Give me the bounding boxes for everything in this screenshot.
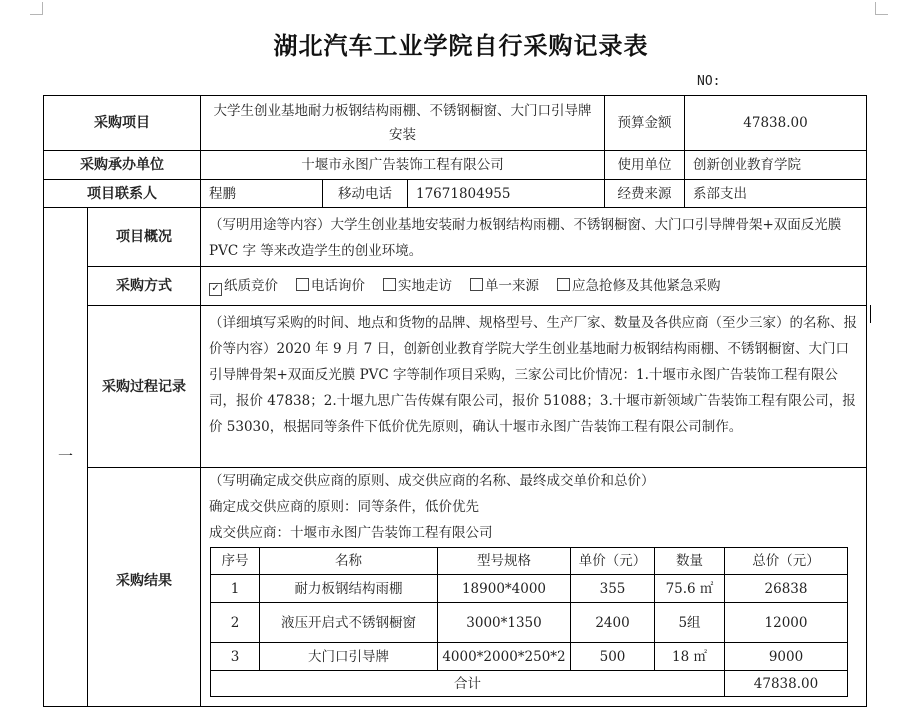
method-option-paper-bidding[interactable]: ✓ 纸质竞价 (209, 273, 278, 299)
budget-label: 预算金额 (617, 115, 672, 131)
table-header-quantity: 数量 (654, 547, 725, 575)
checkbox-icon[interactable] (296, 278, 309, 291)
table-row-1-unit-price: 355 (570, 574, 655, 603)
table-row-1-total: 26838 (724, 574, 848, 603)
table-row-3-name: 大门口引导牌 (259, 642, 438, 671)
overview-label-cell (87, 207, 201, 267)
contact-label-cell (43, 179, 201, 208)
text-cursor (870, 305, 871, 323)
table-row-3-quantity: 18 ㎡ (654, 642, 725, 671)
process-text: （详细填写采购的时间、地点和货物的品牌、规格型号、生产厂家、数量及各供应商（至少三家）的名称、报价等内容）2020 年 9 月 7 日，创新创业教育学院大学生创业基地耐力板钢结构雨棚、不锈钢橱窗、大门口引导牌骨架+双面反光膜 PVC 字等制作项目采购，三家公司比价情况：1.十堰市永图广告装饰工程有限公司，报价 47838；2.十堰九思广告传媒有限公司，报价 51088；3.十堰市新领域广告装饰工程有限公司，报价 53030，根据同等条件下低价优先原则，确认十堰市永图广告装饰工程有限公司制作。 (209, 315, 857, 435)
page-corner-mark-left (30, 2, 43, 15)
section-number-cell (43, 207, 88, 707)
method-label-cell (87, 266, 201, 306)
overview-label: 项目概况 (116, 229, 172, 245)
document-title: 湖北汽车工业学院自行采购记录表 (273, 32, 649, 60)
unit-value: 十堰市永图广告装饰工程有限公司 (301, 157, 504, 173)
fund-label-cell (604, 179, 685, 208)
table-row-1-name: 耐力板钢结构雨棚 (259, 574, 438, 603)
process-label-cell (87, 305, 201, 468)
user-label-cell (604, 150, 685, 180)
table-header-unit-price: 单价（元） (570, 547, 655, 575)
result-label-cell (87, 467, 201, 707)
unit-label-cell (43, 150, 201, 180)
section-number: 一 (57, 447, 73, 465)
method-option-phone-inquiry[interactable]: 电话询价 (296, 273, 365, 299)
phone-label-cell (322, 179, 408, 208)
table-header-total: 总价（元） (724, 547, 848, 575)
result-line-2: 确定成交供应商的原则：同等条件，低价优先 (209, 499, 479, 515)
result-line-3: 成交供应商：十堰市永图广告装饰工程有限公司 (209, 525, 493, 541)
method-option-emergency[interactable]: 应急抢修及其他紧急采购 (557, 273, 721, 299)
table-row-2-index: 2 (210, 602, 260, 643)
result-label: 采购结果 (116, 573, 172, 589)
project-label-cell (43, 95, 201, 151)
fund-label: 经费来源 (617, 185, 672, 202)
checkbox-icon[interactable] (383, 278, 396, 291)
fund-value-cell[interactable] (684, 179, 867, 208)
number-label: NO: (697, 74, 721, 89)
unit-label: 采购承办单位 (80, 157, 164, 173)
budget-label-cell (604, 95, 685, 151)
method-label: 采购方式 (116, 278, 172, 294)
checkbox-checked-icon[interactable]: ✓ (209, 283, 222, 296)
project-label: 采购项目 (94, 115, 150, 131)
table-row-1-index: 1 (210, 574, 260, 603)
overview-text-cell[interactable] (200, 207, 867, 267)
table-row-2-spec: 3000*1350 (437, 602, 571, 643)
checkbox-icon[interactable] (557, 278, 570, 291)
page-corner-mark-right (875, 2, 888, 15)
overview-text: （写明用途等内容）大学生创业基地安装耐力板钢结构雨棚、不锈钢橱窗、大门口引导牌骨架+双面反光膜 PVC 字 等来改造学生的创业环境。 (209, 217, 842, 259)
contact-name-cell[interactable] (200, 179, 323, 208)
phone-label: 移动电话 (338, 185, 392, 202)
table-row-2-quantity: 5组 (654, 602, 725, 643)
table-row-3-index: 3 (210, 642, 260, 671)
user-value-cell[interactable] (684, 150, 867, 180)
result-line-1: （写明确定成交供应商的原则、成交供应商的名称、最终成交单价和总价） (209, 473, 655, 489)
process-text-cell[interactable] (200, 305, 867, 468)
method-options-cell (200, 266, 867, 306)
contact-label: 项目联系人 (87, 185, 157, 202)
table-total-value: 47838.00 (753, 675, 819, 692)
table-row-3-total: 9000 (724, 642, 848, 671)
table-row-1-spec: 18900*4000 (437, 574, 571, 603)
table-row-1-quantity: 75.6 ㎡ (654, 574, 725, 603)
table-row-2-total: 12000 (724, 602, 848, 643)
phone-value-cell[interactable] (407, 179, 605, 208)
process-label: 采购过程记录 (102, 378, 186, 395)
table-row-3-unit-price: 500 (570, 642, 655, 671)
table-row-2-unit-price: 2400 (570, 602, 655, 643)
table-total-value-cell (724, 670, 848, 697)
user-label: 使用单位 (617, 157, 672, 173)
table-header-spec: 型号规格 (437, 547, 571, 575)
fund-value: 系部支出 (693, 185, 747, 202)
user-value: 创新创业教育学院 (693, 157, 801, 173)
table-total-label: 合计 (454, 675, 481, 692)
contact-name: 程鹏 (209, 185, 236, 202)
method-option-site-visit[interactable]: 实地走访 (383, 273, 452, 299)
phone-value: 17671804955 (416, 185, 511, 202)
method-option-single-source[interactable]: 单一来源 (470, 273, 539, 299)
budget-value-cell[interactable] (684, 95, 867, 151)
unit-value-cell[interactable] (200, 150, 605, 180)
table-header-name: 名称 (259, 547, 438, 575)
checkbox-icon[interactable] (470, 278, 483, 291)
project-name: 大学生创业基地耐力板钢结构雨棚、不锈钢橱窗、大门口引导牌安装 (213, 103, 592, 143)
table-row-2-name: 液压开启式不锈钢橱窗 (259, 602, 438, 643)
project-name-cell[interactable] (200, 95, 605, 151)
table-row-3-spec: 4000*2000*250*2 (437, 642, 571, 671)
table-header-index: 序号 (210, 547, 260, 575)
budget-value: 47838.00 (743, 115, 808, 131)
table-total-label-cell (210, 670, 725, 697)
